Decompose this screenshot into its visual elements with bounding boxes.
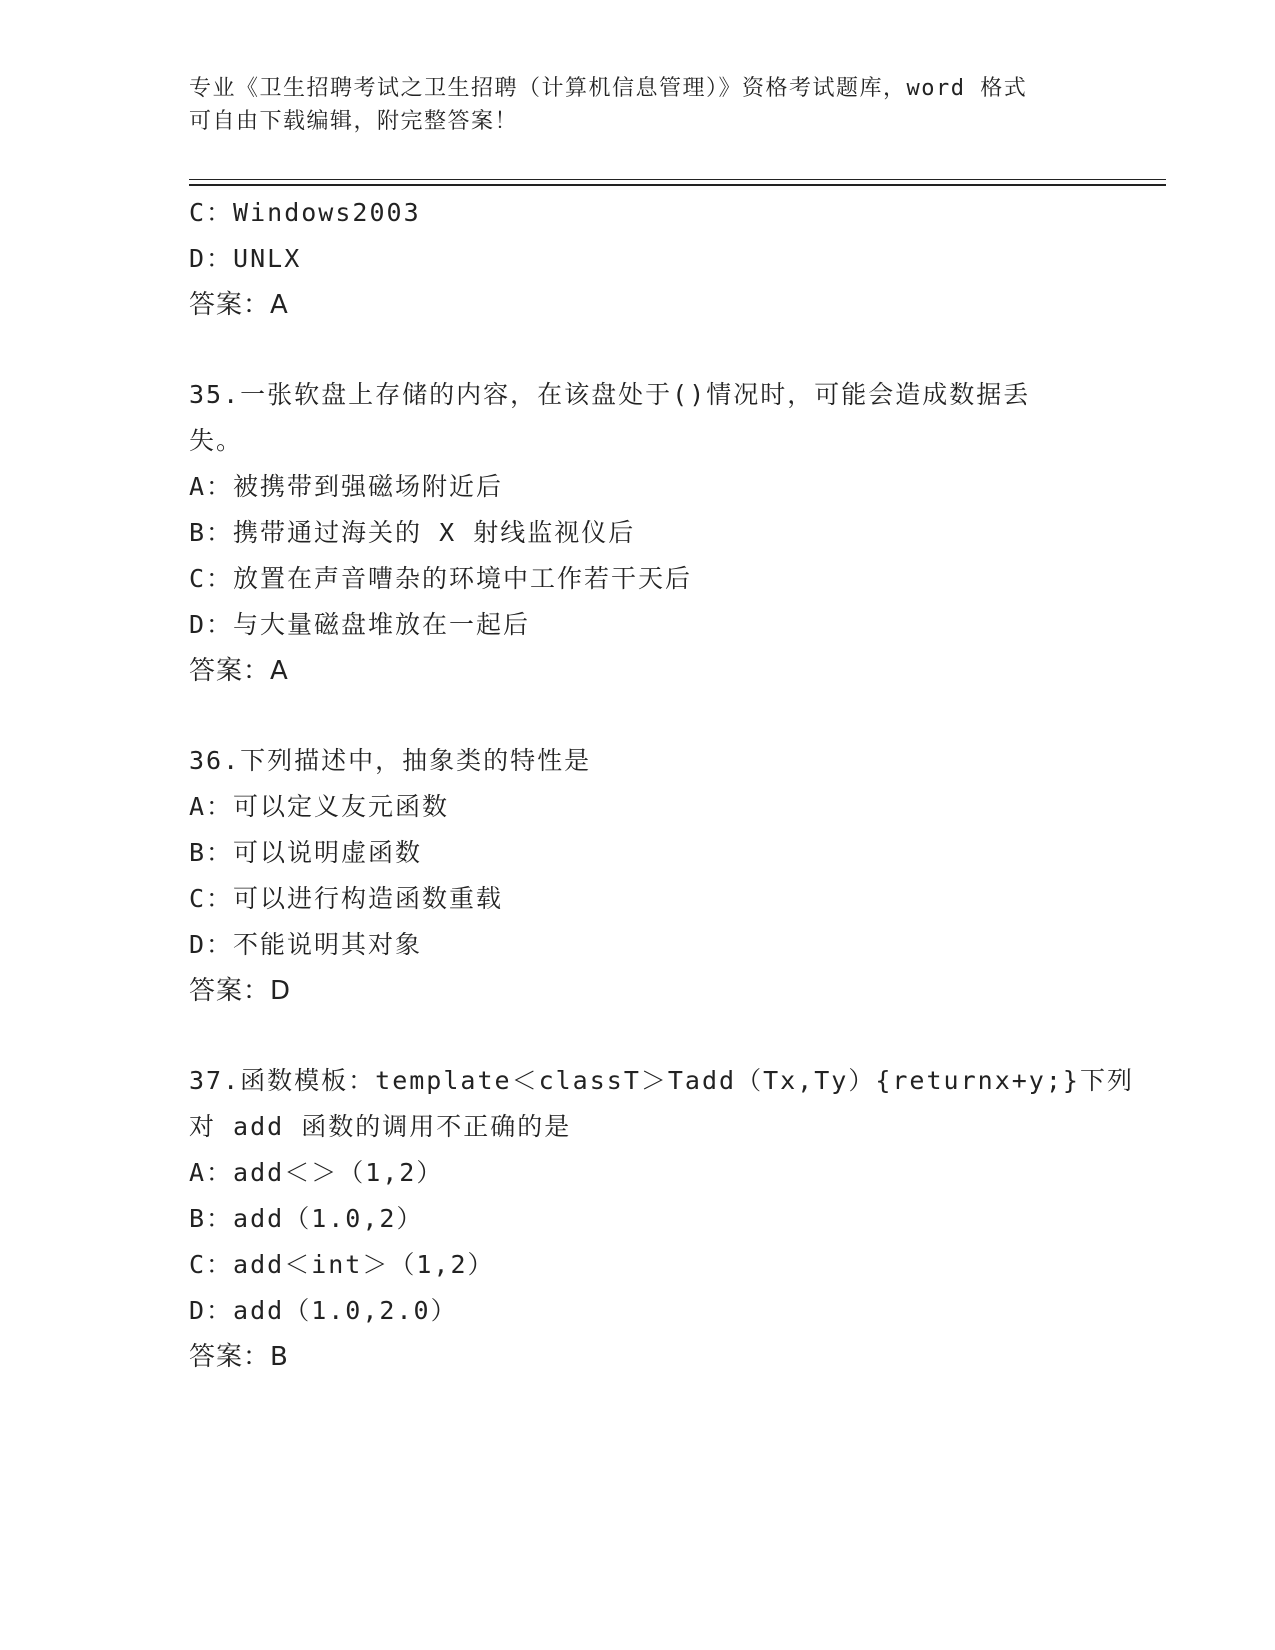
header-rule-thick	[189, 184, 1166, 186]
option-line: B：add（1.0,2）	[189, 1204, 424, 1233]
header-line-2: 可自由下载编辑，附完整答案！	[189, 109, 519, 134]
option-line: A：add＜＞（1,2）	[189, 1158, 444, 1187]
question-block	[189, 1058, 1134, 1380]
option-line: B：可以说明虚函数	[189, 838, 423, 867]
option-line: D：与大量磁盘堆放在一起后	[189, 610, 531, 639]
header-line-1: 专业《卫生招聘考试之卫生招聘（计算机信息管理）》资格考试题库，word 格式	[189, 76, 1028, 101]
question-block	[189, 190, 1089, 328]
option-line: A：被携带到强磁场附近后	[189, 472, 504, 501]
question-stem-line: 失。	[189, 426, 244, 455]
question-block	[189, 738, 1089, 1014]
answer-line: 答案：B	[189, 1342, 289, 1372]
answer-line: 答案：A	[189, 290, 289, 320]
answer-line: 答案：A	[189, 656, 289, 686]
question-block	[189, 372, 1089, 694]
option-line: C：放置在声音嘈杂的环境中工作若干天后	[189, 564, 693, 593]
option-line: D：add（1.0,2.0）	[189, 1296, 458, 1325]
question-stem-line: 35.一张软盘上存储的内容，在该盘处于()情况时，可能会造成数据丢	[189, 380, 1031, 409]
block-spacer	[189, 328, 1089, 372]
block-spacer	[189, 694, 1089, 738]
option-line: A：可以定义友元函数	[189, 792, 450, 821]
header-rule-thin	[189, 179, 1166, 180]
option-line: C：add＜int＞（1,2）	[189, 1250, 495, 1279]
block-spacer	[189, 1014, 1089, 1058]
question-stem-line: 37.函数模板：template＜classT＞Tadd（Tx,Ty）{returnx+y;}下列	[189, 1066, 1134, 1095]
option-line: C：可以进行构造函数重载	[189, 884, 504, 913]
option-line: D：UNLX	[189, 244, 302, 273]
answer-line: 答案：D	[189, 976, 292, 1006]
question-stem-line: 对 add 函数的调用不正确的是	[189, 1112, 572, 1141]
option-line: B：携带通过海关的 X 射线监视仪后	[189, 518, 636, 547]
option-line: C：Windows2003	[189, 198, 421, 227]
option-line: D：不能说明其对象	[189, 930, 423, 959]
question-list	[189, 190, 1134, 1380]
page-header	[189, 72, 1069, 138]
question-stem-line: 36.下列描述中，抽象类的特性是	[189, 746, 592, 775]
